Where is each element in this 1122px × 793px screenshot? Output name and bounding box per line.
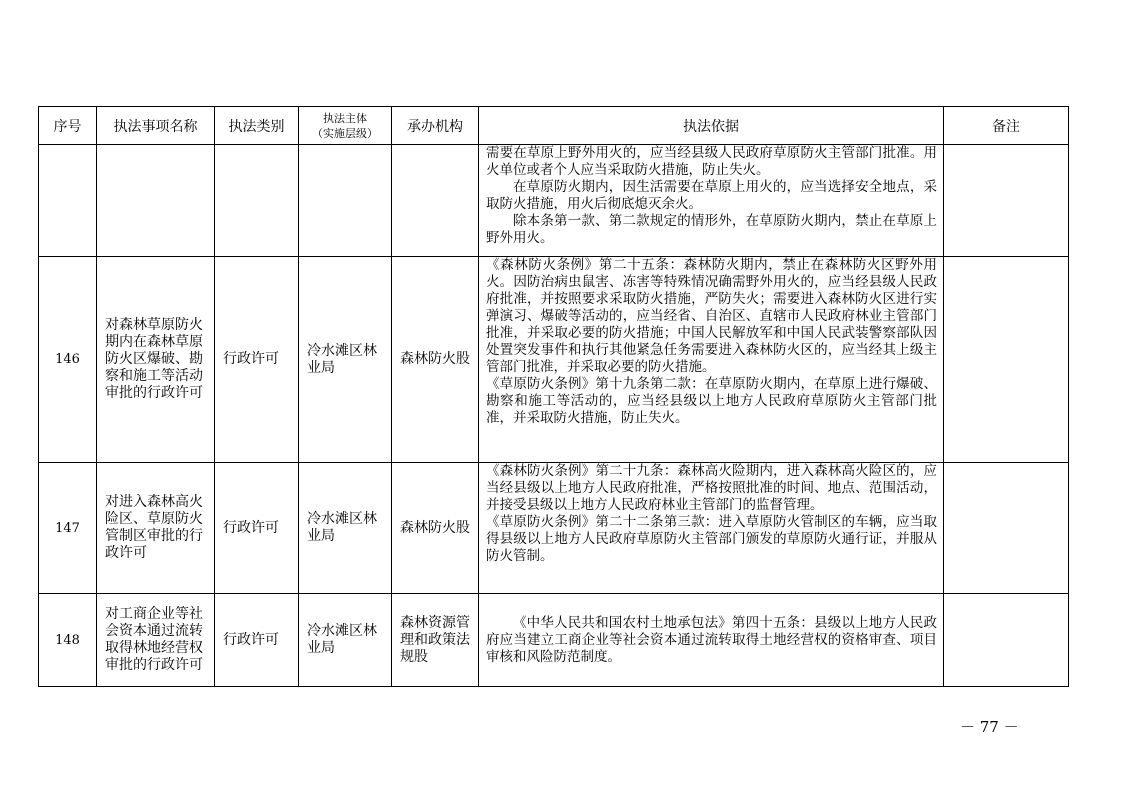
row-category	[215, 145, 299, 257]
header-agency: 承办机构	[392, 107, 479, 145]
basis-paragraph: 在草原防火期内，因生活需要在草原上用火的，应当选择安全地点，采取防火措施，用火后彻底熄灭余火。	[486, 179, 937, 212]
row-basis	[479, 463, 944, 594]
row-seq	[39, 145, 97, 257]
header-seq: 序号	[39, 107, 97, 145]
basis-paragraph: 《中华人民共和国农村土地承包法》第四十五条：县级以上地方人民政府应当建立工商企业等社会资本通过流转取得土地经营权的资格审查、项目审核和风险防范制度。	[486, 614, 937, 665]
row-item-name	[97, 145, 215, 257]
table-row	[39, 257, 1069, 463]
basis-paragraph: 《草原防火条例》第十九条第二款：在草原防火期内，在草原上进行爆破、勘察和施工等活动的，应当经县级以上地方人民政府草原防火主管部门批准，并采取防火措施，防止失火。	[486, 376, 937, 426]
header-subject	[299, 107, 392, 145]
basis-paragraph: 《森林防火条例》第二十五条：森林防火期内，禁止在森林防火区野外用火。因防治病虫鼠害、冻害等特殊情况确需野外用火的，应当经县级人民政府批准，并按照要求采取防火措施，严防失火；需要进入森林防火区进行实弹演习、爆破等活动的，应当经省、自治区、直辖市人民政府林业主管部门批准，并采取必要的防火措施；中国人民解放军和中国人民武装警察部队因处置突发事件和执行其他紧急任务需要进入森林防火区的，应当经其上级主管部门批准，并采取必要的防火措施。	[486, 257, 937, 375]
row-item-name: 对进入森林高火险区、草原防火管制区审批的行政许可	[97, 463, 215, 594]
row-basis	[479, 145, 944, 257]
basis-paragraph: 需要在草原上野外用火的，应当经县级人民政府草原防火主管部门批准。用火单位或者个人应当采取防火措施，防止失火。	[486, 145, 937, 178]
row-subject	[299, 145, 392, 257]
row-seq: 146	[39, 257, 97, 463]
row-agency: 森林资源管理和政策法规股	[392, 594, 479, 687]
page-number: － 77 －	[960, 718, 1019, 736]
row-category: 行政许可	[215, 594, 299, 687]
header-basis: 执法依据	[479, 107, 944, 145]
header-item-name: 执法事项名称	[97, 107, 215, 145]
row-remarks	[944, 463, 1069, 594]
header-category: 执法类别	[215, 107, 299, 145]
row-agency: 森林防火股	[392, 463, 479, 594]
header-subject-line2: （实施层级）	[312, 126, 378, 140]
row-agency	[392, 145, 479, 257]
row-item-name: 对森林草原防火期内在森林草原防火区爆破、勘察和施工等活动审批的行政许可	[97, 257, 215, 463]
row-item-name: 对工商企业等社会资本通过流转取得林地经营权审批的行政许可	[97, 594, 215, 687]
table-row	[39, 463, 1069, 594]
row-subject: 冷水滩区林业局	[299, 257, 392, 463]
row-remarks	[944, 594, 1069, 687]
header-row	[39, 107, 1069, 145]
header-remarks: 备注	[944, 107, 1069, 145]
row-basis	[479, 594, 944, 687]
table-row	[39, 594, 1069, 687]
row-category: 行政许可	[215, 463, 299, 594]
basis-paragraph: 《森林防火条例》第二十九条：森林高火险期内，进入森林高火险区的，应当经县级以上地方人民政府批准，严格按照批准的时间、地点、范围活动，并接受县级以上地方人民政府林业主管部门的监督管理。	[486, 463, 937, 513]
row-basis	[479, 257, 944, 463]
enforcement-table	[38, 106, 1069, 687]
row-subject: 冷水滩区林业局	[299, 594, 392, 687]
table-row	[39, 145, 1069, 257]
row-agency: 森林防火股	[392, 257, 479, 463]
header-subject-line1: 执法主体	[323, 111, 367, 125]
basis-paragraph: 除本条第一款、第二款规定的情形外，在草原防火期内，禁止在草原上野外用火。	[486, 213, 937, 246]
row-subject: 冷水滩区林业局	[299, 463, 392, 594]
row-seq: 148	[39, 594, 97, 687]
row-category: 行政许可	[215, 257, 299, 463]
row-seq: 147	[39, 463, 97, 594]
row-remarks	[944, 257, 1069, 463]
row-remarks	[944, 145, 1069, 257]
basis-paragraph: 《草原防火条例》第二十二条第三款：进入草原防火管制区的车辆，应当取得县级以上地方人民政府草原防火主管部门颁发的草原防火通行证，并服从防火管制。	[486, 514, 937, 564]
